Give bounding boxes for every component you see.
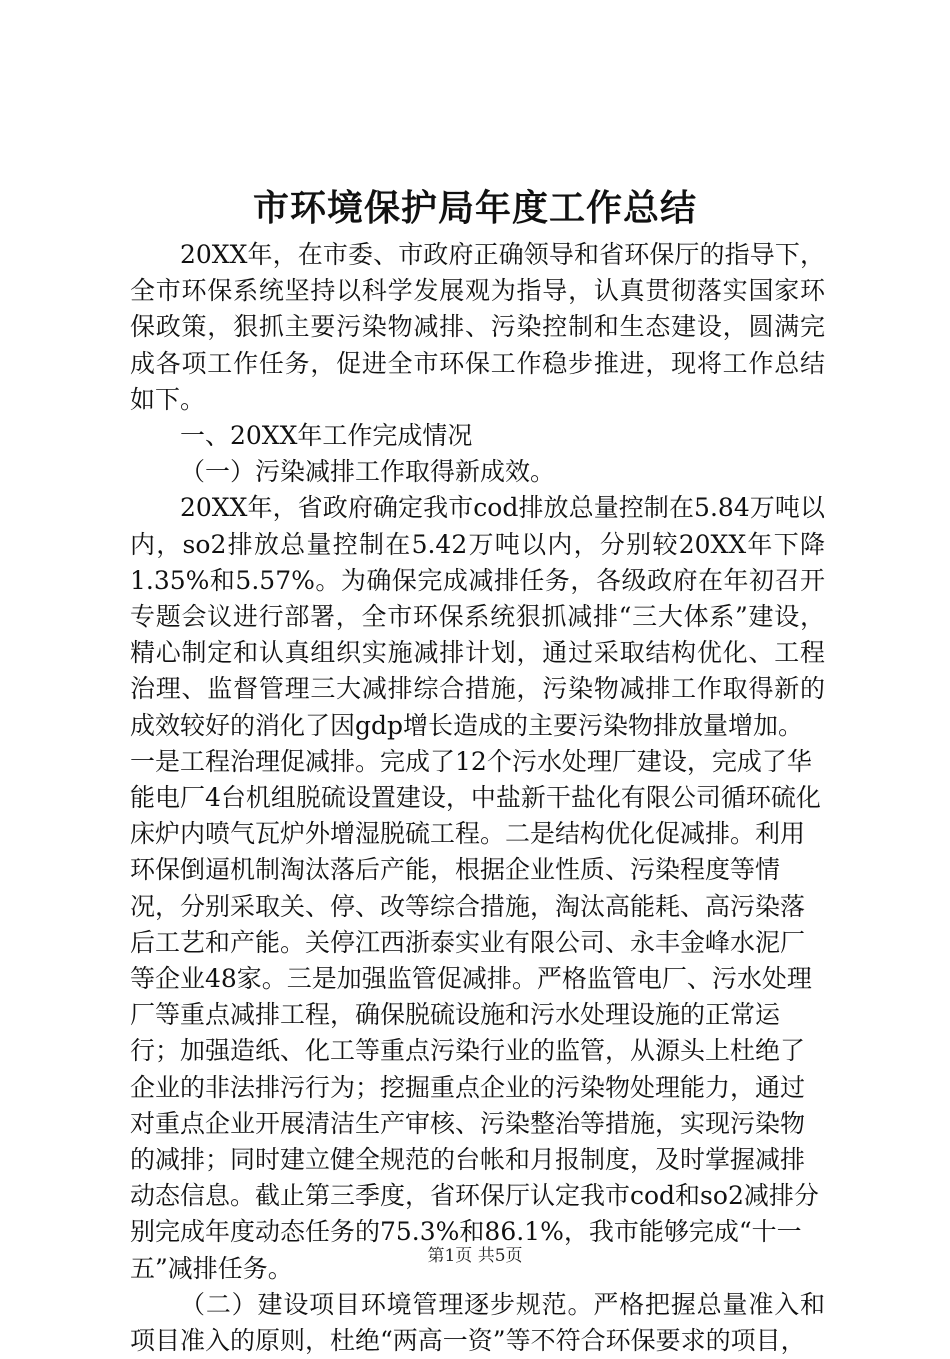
- document-title: 市环境保护局年度工作总结: [252, 187, 697, 229]
- subsection-heading-1: （一）污染减排工作取得新成效。: [180, 457, 556, 487]
- document-body: [130, 237, 825, 1359]
- reduction-measures-paragraph: 一是工程治理促减排。完成了12个污水处理厂建设，完成了华能电厂4台机组脱硫设置建设，中盐新干盐化有限公司循环硫化床炉内喷气瓦炉外增湿脱硫工程。二是结构优化促减排。利用环保倒逼机制淘汰落后产能，根据企业性质、污染程度等情况，分别采取关、停、改等综合措施，淘汰高能耗、高污染落后工艺和产能。关停江西浙泰实业有限公司、永丰金峰水泥厂等企业48家。三是加强监管促减排。严格监管电厂、污水处理厂等重点减排工程，确保脱硫设施和污水处理设施的正常运行；加强造纸、化工等重点污染行业的监管，从源头上杜绝了企业的非法排污行为；挖掘重点企业的污染物处理能力，通过对重点企业开展清洁生产审核、污染整治等措施，实现污染物的减排；同时建立健全规范的台帐和月报制度，及时掌握减排动态信息。截止第三季度，省环保厅认定我市cod和so2减排分别完成年度动态任务的75.3%和86.1%，我市能够完成“十一五”减排任务。: [130, 746, 821, 1283]
- subsection-heading-2: （二）建设项目环境管理逐步规范。严格把握总量准入和项目准入的原则，杜绝“两高一资”等不符合环保要求的项目，: [130, 1289, 825, 1356]
- emission-reduction-paragraph: 20XX年，省政府确定我市cod排放总量控制在5.84万吨以内，so2排放总量控制在5.42万吨以内，分别较20XX年下降1.35%和5.57%。为确保完成减排任务，各级政府在年初召开专题会议进行部署，全市环保系统狠抓减排“三大体系”建设，精心制定和认真组织实施减排计划，通过采取结构优化、工程治理、监督管理三大减排综合措施，污染物减排工作取得新的成效较好的消化了因gdp增长造成的主要污染物排放量增加。: [130, 493, 825, 740]
- page-number-footer: 第1页 共5页: [427, 1246, 523, 1266]
- section-heading-1: 一、20XX年工作完成情况: [180, 421, 473, 451]
- intro-paragraph: 20XX年，在市委、市政府正确领导和省环保厅的指导下，全市环保系统坚持以科学发展观为指导，认真贯彻落实国家环保政策，狠抓主要污染物减排、污染控制和生态建设，圆满完成各项工作任务，促进全市环保工作稳步推进，现将工作总结如下。: [130, 240, 825, 414]
